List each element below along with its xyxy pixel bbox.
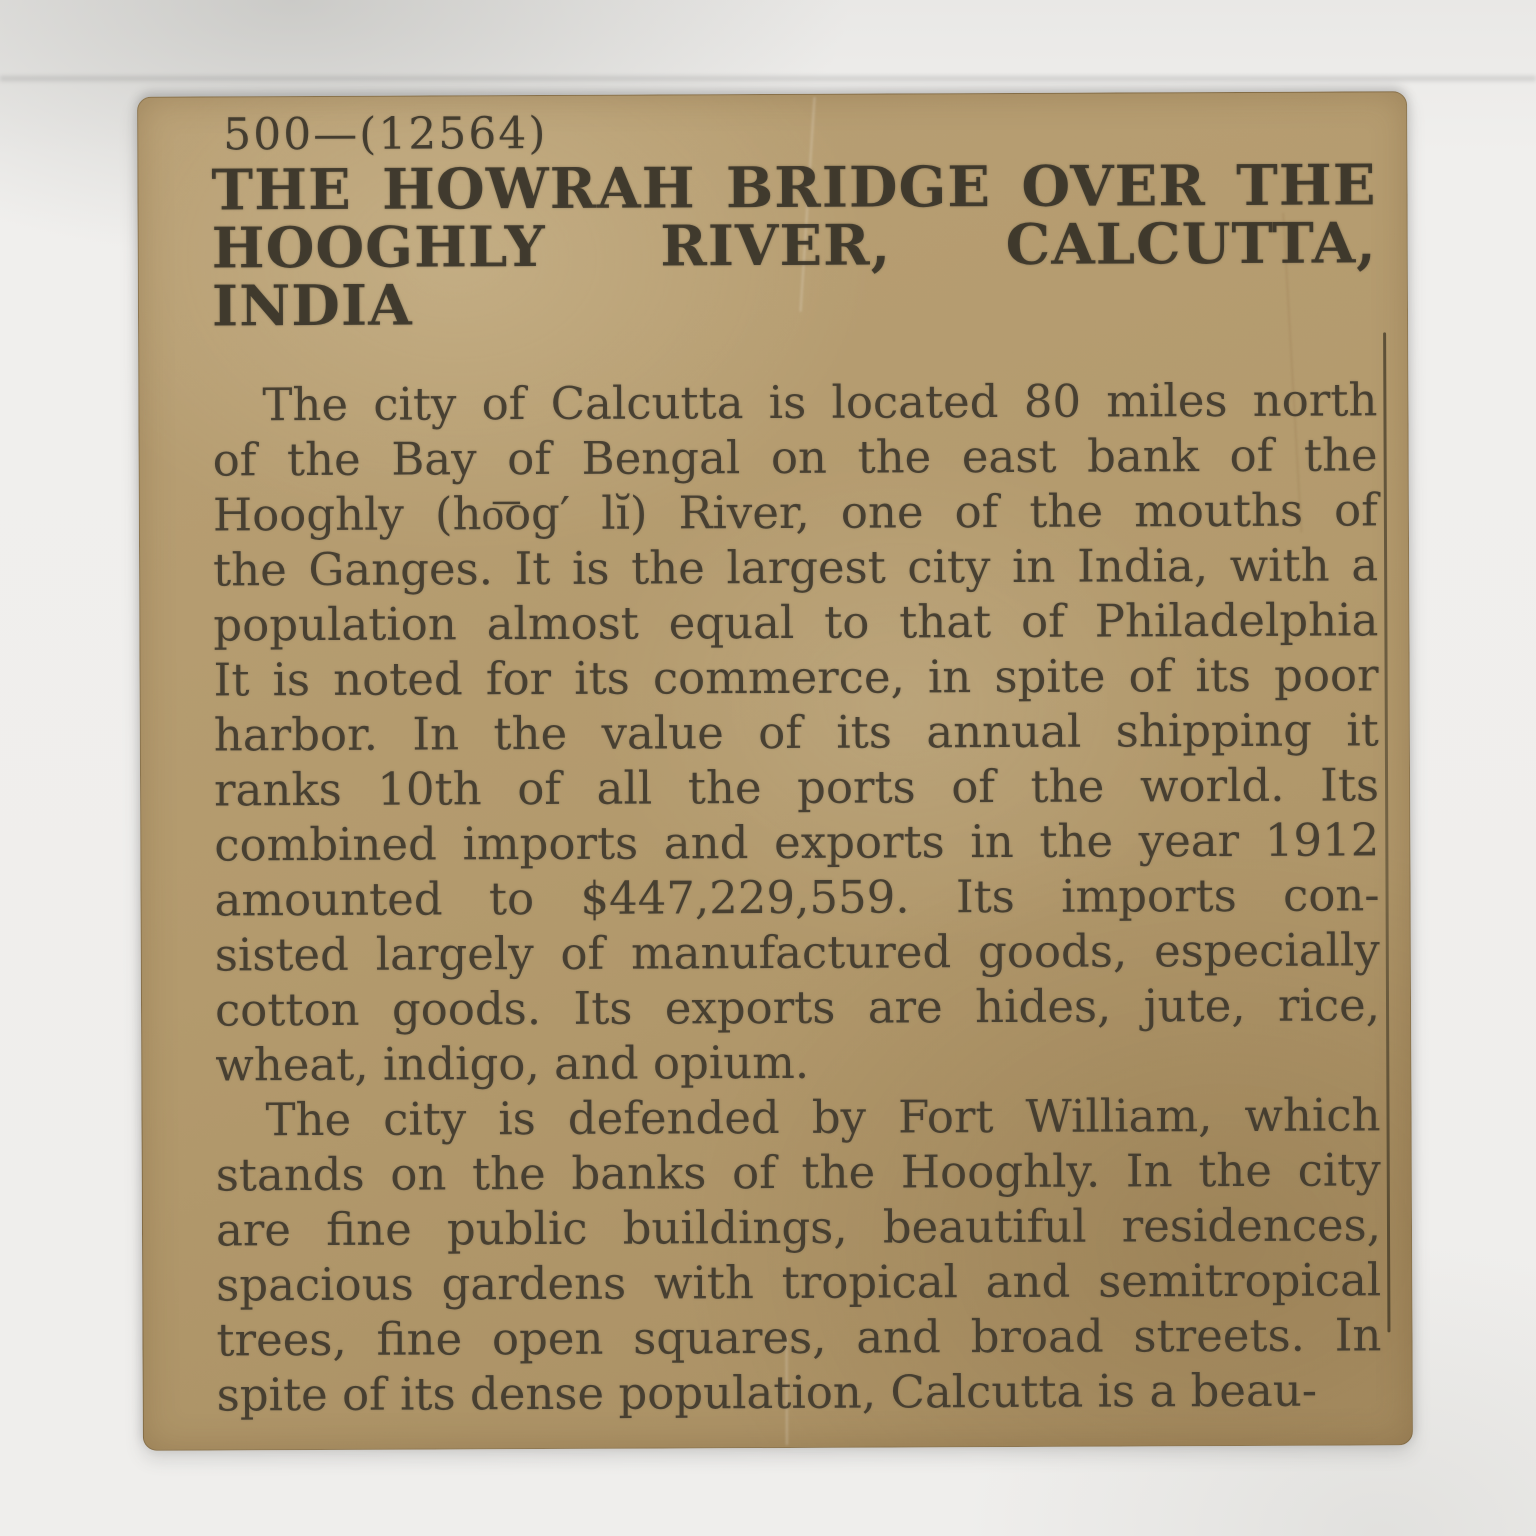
catalog-number: 500—(12564) <box>223 107 548 161</box>
right-vertical-rule <box>1383 332 1390 1332</box>
text-line: wheat, indigo, and opium. <box>215 1035 810 1092</box>
text-line: Hooghly (ho͞og′ lĭ) River, one of the mouths of <box>212 483 1378 542</box>
card-body-text <box>212 372 1382 1422</box>
card-title-line: HOOGHLY RIVER, CALCUTTA, INDIA <box>211 210 1377 340</box>
text-line: spite of its dense population, Calcutta is a beau- <box>216 1363 1318 1422</box>
text-line: cotton goods. Its exports are hides, jute, rice, <box>214 978 1381 1037</box>
text-line: trees, fine open squares, and broad streets. In <box>216 1308 1382 1367</box>
text-line: combined imports and exports in the year 1912 <box>214 813 1380 872</box>
text-line: are fine public buildings, beautiful residences, <box>215 1198 1382 1257</box>
text-line: the Ganges. It is the largest city in India, with a <box>213 538 1379 597</box>
text-line: The city is defended by Fort William, which <box>265 1088 1381 1147</box>
mount-edge-shadow <box>0 76 1536 81</box>
text-line: The city of Calcutta is located 80 miles north <box>262 373 1378 432</box>
text-line: spacious gardens with tropical and semitropical <box>216 1253 1382 1312</box>
text-line: stands on the banks of the Hooghly. In the city <box>215 1143 1381 1202</box>
card-title <box>211 152 1377 340</box>
text-line: sisted largely of manufactured goods, especially <box>214 923 1380 982</box>
text-line: ranks 10th of all the ports of the world. Its <box>213 758 1380 817</box>
stereograph-card-back <box>137 91 1413 1451</box>
text-line: harbor. In the value of its annual shipping it <box>213 703 1379 762</box>
text-line: It is noted for its commerce, in spite of its poor <box>213 648 1379 707</box>
printed-text-block <box>211 106 1382 1422</box>
text-line: amounted to $447,229,559. Its imports con- <box>214 868 1380 927</box>
card-title-line: THE HOWRAH BRIDGE OVER THE <box>211 152 1377 224</box>
text-line: of the Bay of Bengal on the east bank of the <box>212 428 1378 487</box>
text-line: population almost equal to that of Philadelphia <box>213 593 1379 652</box>
